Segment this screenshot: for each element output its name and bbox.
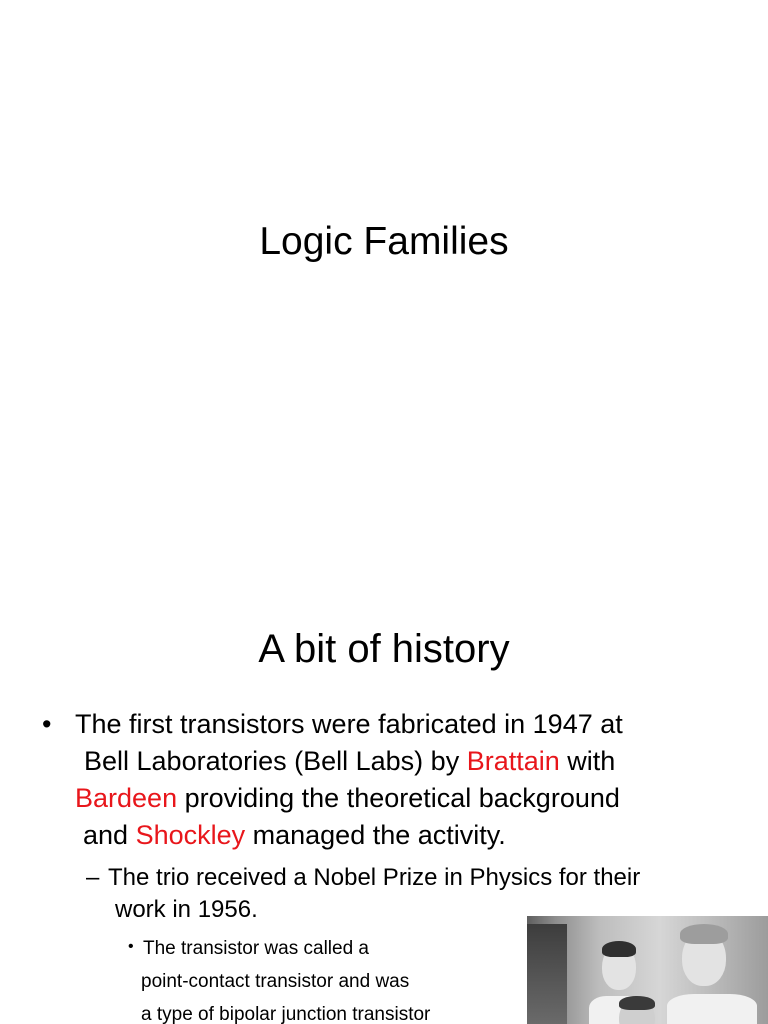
bullet-marker: • bbox=[42, 709, 52, 739]
small-bullet-marker: • bbox=[128, 938, 134, 955]
photo-person-left-hair bbox=[602, 941, 636, 957]
bullet-line-2 bbox=[75, 743, 722, 780]
text-fragment: with bbox=[559, 746, 616, 776]
name-bardeen: Bardeen bbox=[75, 783, 178, 813]
subsubbullet-line-3: a type of bipolar junction transistor bbox=[141, 1004, 431, 1024]
bullet-first-transistors bbox=[42, 706, 722, 854]
bell-labs-photo bbox=[527, 916, 768, 1024]
name-brattain: Brattain bbox=[466, 746, 560, 776]
name-shockley: Shockley bbox=[135, 820, 246, 850]
subsubbullet-line-1: The transistor was called a bbox=[143, 938, 369, 959]
subsubbullet-line-2: point-contact transistor and was bbox=[141, 971, 410, 992]
text-fragment: The first transistors were fabricated in 1947 at bbox=[75, 709, 623, 739]
bullet-line-1 bbox=[75, 706, 722, 743]
subsubbullet-text bbox=[143, 932, 528, 1024]
text-fragment: Bell Laboratories (Bell Labs) by bbox=[84, 746, 467, 776]
dash-marker: – bbox=[86, 864, 100, 891]
photo-person-right-shirt bbox=[667, 994, 757, 1024]
subbullet-line-1: The trio received a Nobel Prize in Physics for their bbox=[108, 864, 641, 891]
photo-equipment bbox=[527, 924, 567, 1024]
slide-title-heading: Logic Families bbox=[259, 220, 509, 263]
bullet-text bbox=[75, 706, 722, 854]
text-fragment: providing the theoretical background bbox=[177, 783, 620, 813]
subbullet-line-2: work in 1956. bbox=[115, 896, 258, 923]
history-heading: A bit of history bbox=[258, 627, 510, 671]
photo-person-right-hair bbox=[680, 924, 728, 944]
bullet-line-3 bbox=[75, 780, 722, 817]
photo-person-front-hair bbox=[619, 996, 655, 1010]
text-fragment: and bbox=[83, 820, 136, 850]
subsubbullet-point-contact bbox=[128, 932, 528, 1024]
text-fragment: managed the activity. bbox=[245, 820, 506, 850]
slide-history bbox=[0, 576, 768, 1024]
bullet-line-4 bbox=[75, 817, 722, 854]
